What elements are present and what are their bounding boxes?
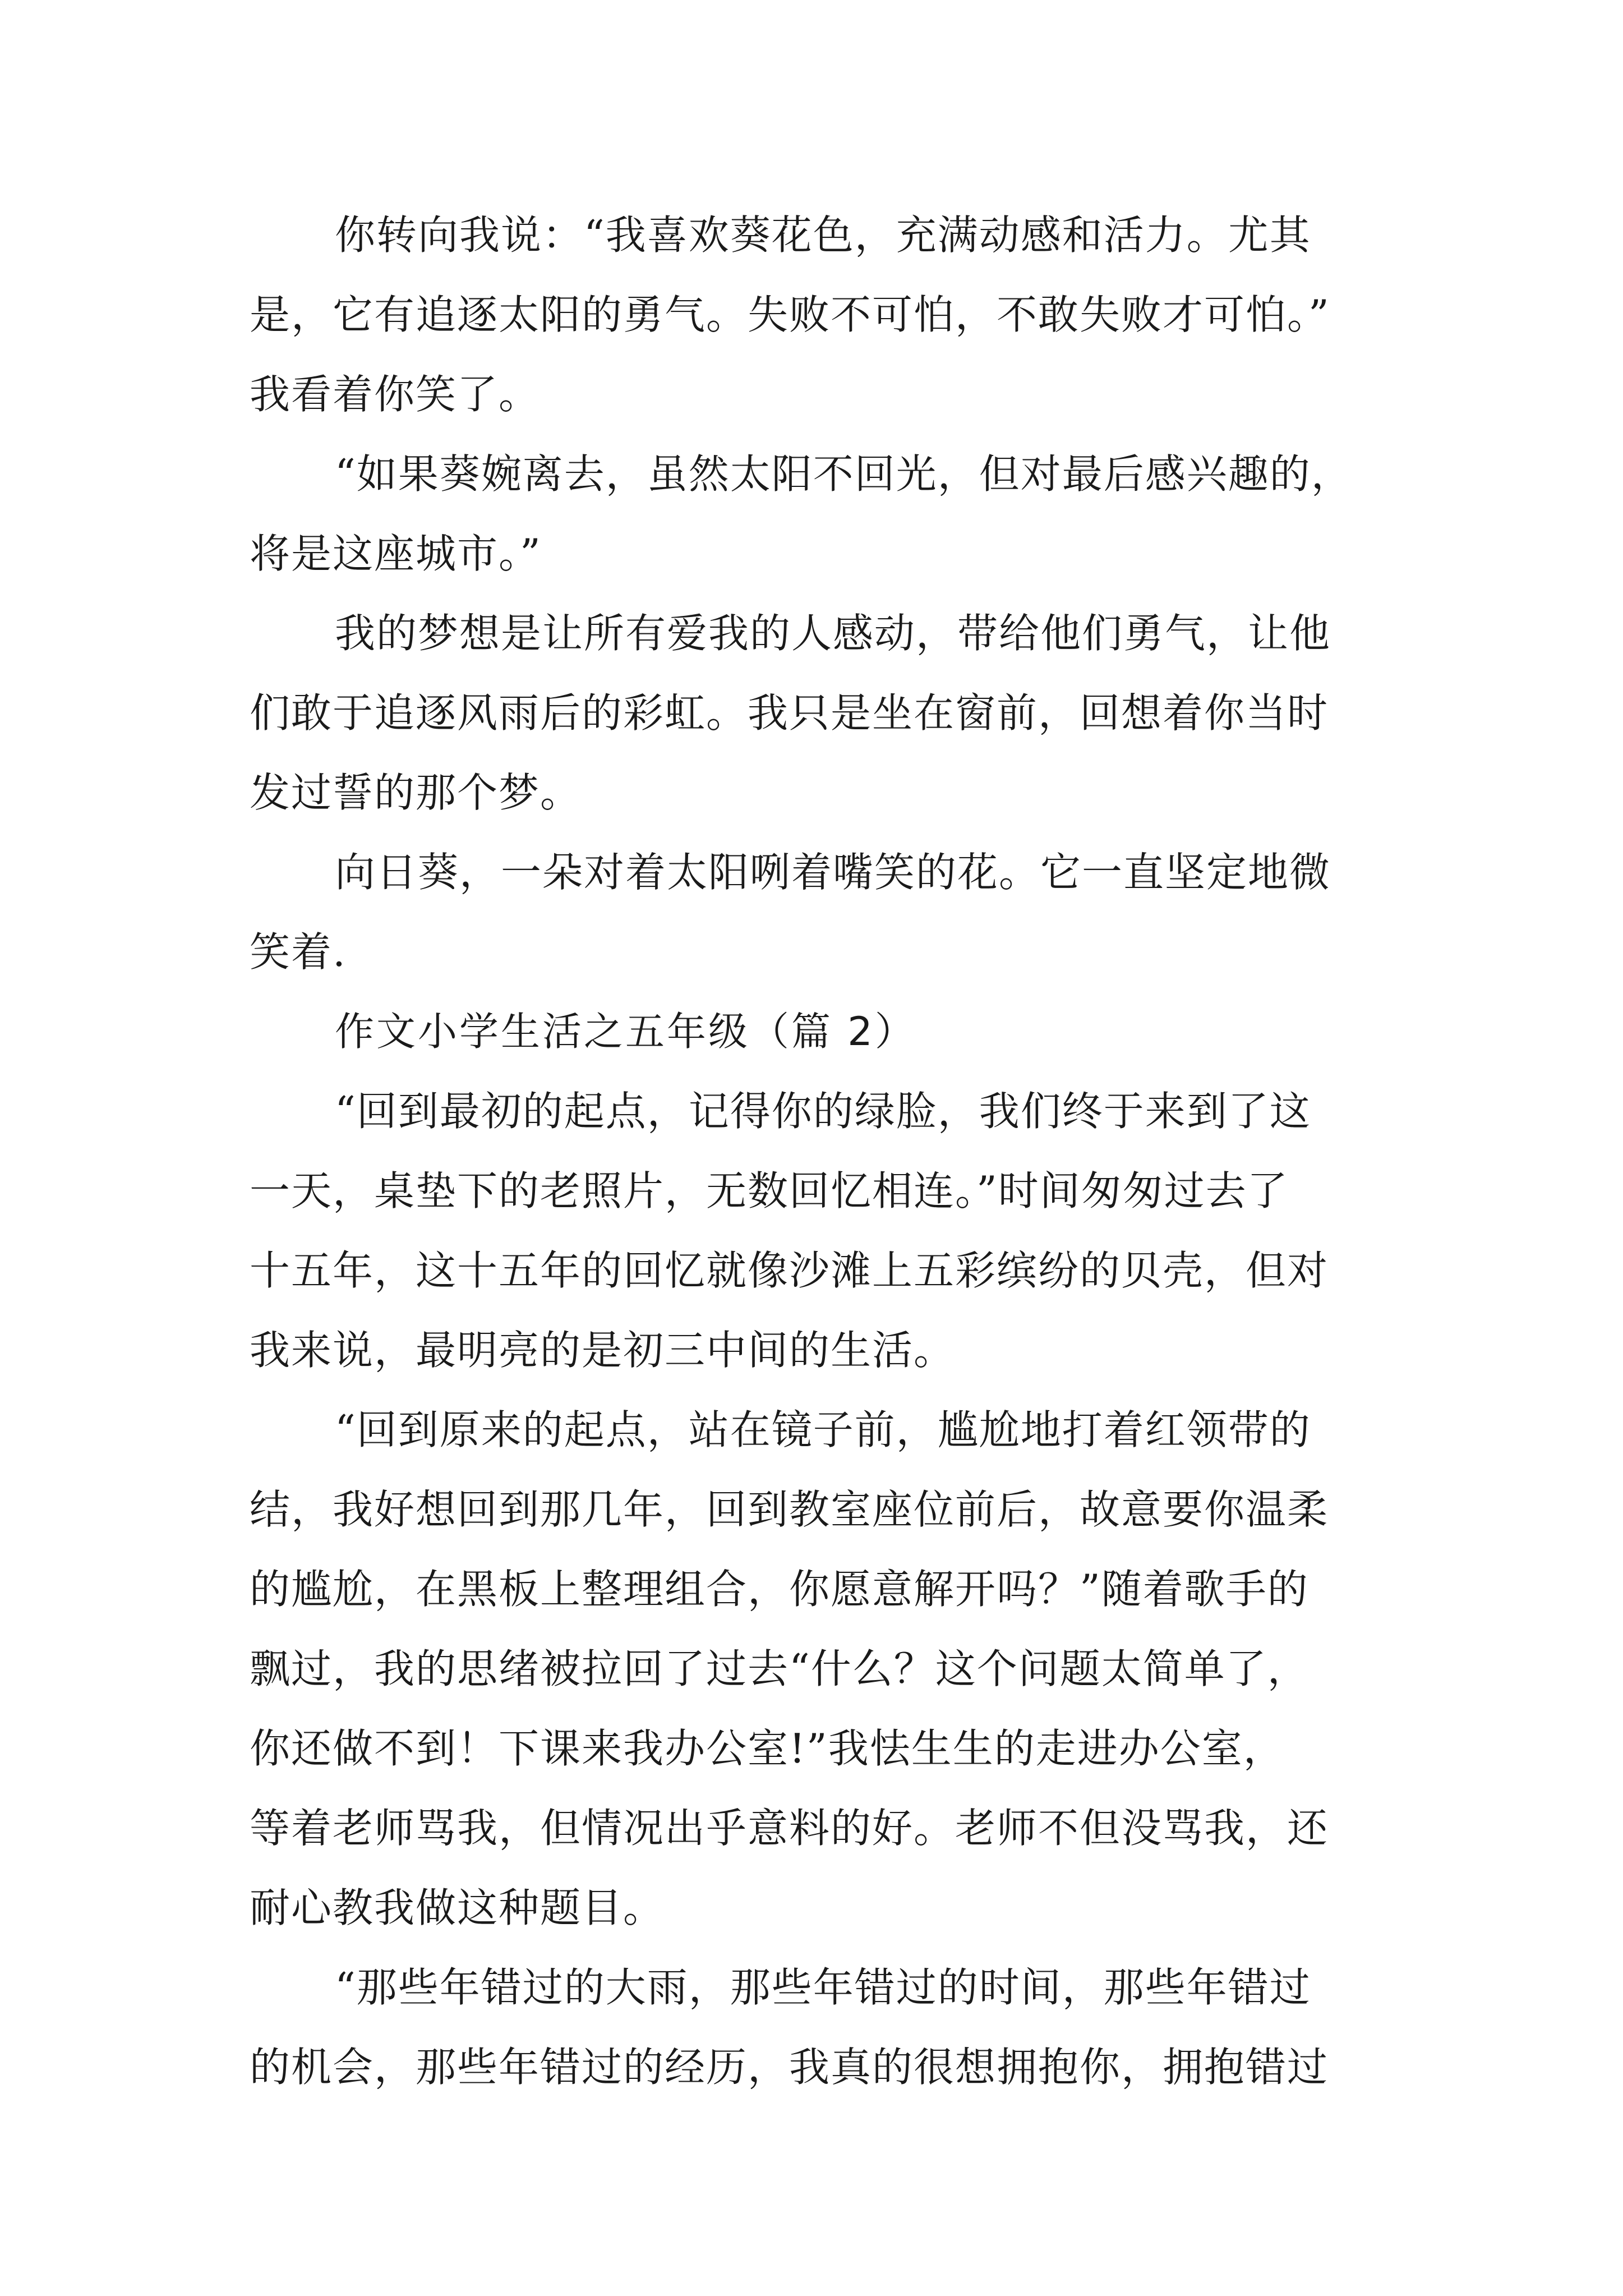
paragraph-line: 是，它有追逐太阳的勇气。失败不可怕，不敢失败才可怕。” bbox=[250, 291, 1330, 338]
paragraph-line: 的尴尬，在黑板上整理组合，你愿意解开吗？”随着歌手的 bbox=[250, 1566, 1309, 1613]
paragraph bbox=[250, 434, 1374, 593]
paragraph-line: 我的梦想是让所有爱我的人感动，带给他们勇气，让他 bbox=[335, 610, 1331, 657]
paragraph-line: 结，我好想回到那几年，回到教室座位前后，故意要你温柔 bbox=[250, 1486, 1329, 1533]
paragraph-line: 一天，桌垫下的老照片，无数回忆相连。”时间匆匆过去了 bbox=[250, 1167, 1289, 1214]
section-heading-text: 作文小学生活之五年级（篇 2） bbox=[335, 1009, 916, 1055]
paragraph-line: 们敢于追逐风雨后的彩虹。我只是坐在窗前，回想着你当时 bbox=[250, 689, 1329, 737]
paragraph-line: “那些年错过的大雨，那些年错过的时间，那些年错过 bbox=[335, 1964, 1311, 2011]
document-body bbox=[250, 195, 1374, 2107]
section-heading bbox=[250, 992, 1374, 1071]
paragraph bbox=[250, 832, 1374, 992]
paragraph-line: 我来说，最明亮的是初三中间的生活。 bbox=[250, 1327, 956, 1374]
paragraph-line: “回到原来的起点，站在镜子前，尴尬地打着红领带的 bbox=[335, 1406, 1311, 1453]
paragraph-line: 等着老师骂我，但情况出乎意料的好。老师不但没骂我，还 bbox=[250, 1805, 1329, 1852]
paragraph-line: 向日葵，一朵对着太阳咧着嘴笑的花。它一直坚定地微 bbox=[335, 849, 1331, 896]
paragraph-line: 飘过，我的思绪被拉回了过去“什么？这个问题太简单了， bbox=[250, 1645, 1309, 1692]
paragraph-line: 你还做不到！下课来我办公室!”我怯生生的走进办公室， bbox=[250, 1725, 1285, 1772]
paragraph-line: “如果葵婉离去，虽然太阳不回光，但对最后感兴趣的， bbox=[335, 450, 1353, 498]
paragraph-line: 耐心教我做这种题目。 bbox=[250, 1884, 665, 1931]
paragraph bbox=[250, 1390, 1374, 1948]
paragraph-line: “回到最初的起点，记得你的绿脸，我们终于来到了这 bbox=[335, 1088, 1311, 1135]
paragraph-line: 笑着. bbox=[250, 928, 347, 976]
paragraph bbox=[250, 593, 1374, 832]
paragraph-line: 发过誓的那个梦。 bbox=[250, 769, 582, 816]
paragraph bbox=[250, 1071, 1374, 1390]
paragraph-line: 的机会，那些年错过的经历，我真的很想拥抱你，拥抱错过 bbox=[250, 2044, 1329, 2091]
paragraph-line: 将是这座城市。” bbox=[250, 530, 542, 577]
paragraph bbox=[250, 195, 1374, 434]
paragraph-line: 十五年，这十五年的回忆就像沙滩上五彩缤纷的贝壳，但对 bbox=[250, 1247, 1329, 1294]
paragraph bbox=[250, 1948, 1374, 2107]
paragraph-line: 你转向我说：“我喜欢葵花色，充满动感和活力。尤其 bbox=[335, 211, 1311, 259]
paragraph-line: 我看着你笑了。 bbox=[250, 371, 541, 418]
